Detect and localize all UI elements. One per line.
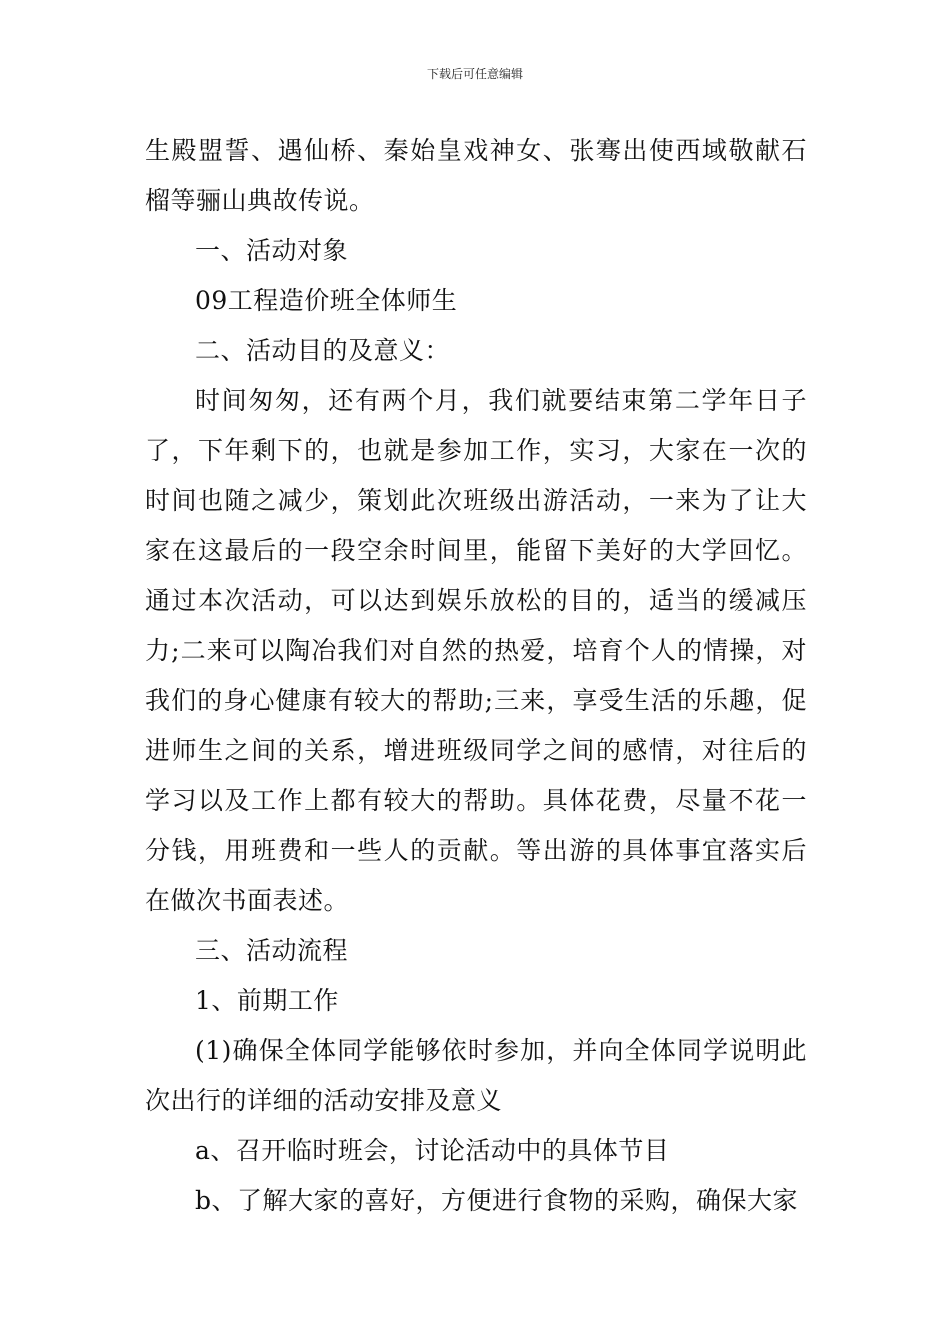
heading-purpose: 二、活动目的及意义： [195,336,451,365]
paragraph-legend-continuation: 生殿盟誓、遇仙桥、秦始皇戏神女、张骞出使西域敬献石榴等骊山典故传说。 [145,136,807,215]
subheading-preparation: 1、前期工作 [195,986,339,1015]
document-body [145,126,807,1226]
heading-activity-target: 一、活动对象 [195,236,349,265]
paragraph-item-1: (1)确保全体同学能够依时参加，并向全体同学说明此次出行的详细的活动安排及意义 [145,1036,807,1115]
paragraph-purpose: 时间匆匆，还有两个月，我们就要结束第二学年日子了，下年剩下的，也就是参加工作，实习，大家在一次的时间也随之减少，策划此次班级出游活动，一来为了让大家在这最后的一段空余时间里，能留下美好的大学回忆。通过本次活动，可以达到娱乐放松的目的，适当的缓减压力;二来可以陶冶我们对自然的热爱，培育个人的情操，对我们的身心健康有较大的帮助;三来，享受生活的乐趣，促进师生之间的关系，增进班级同学之间的感情，对往后的学习以及工作上都有较大的帮助。具体花费，尽量不花一分钱，用班费和一些人的贡献。等出游的具体事宜落实后在做次书面表述。 [145,386,807,915]
page-header-note: 下载后可任意编辑 [426,67,523,81]
paragraph-item-a: a、召开临时班会，讨论活动中的具体节目 [195,1136,670,1165]
paragraph-item-b: b、了解大家的喜好，方便进行食物的采购，确保大家 [195,1186,799,1215]
paragraph-participants: 09工程造价班全体师生 [195,286,458,315]
heading-activity-flow: 三、活动流程 [195,936,349,965]
